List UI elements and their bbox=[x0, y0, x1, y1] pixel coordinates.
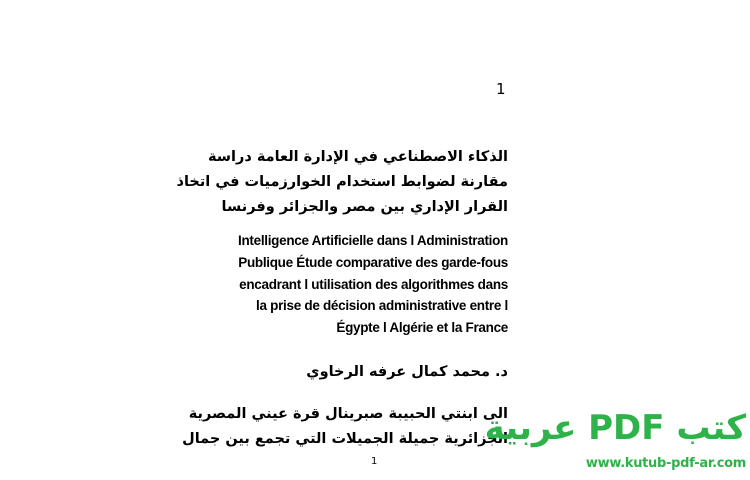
page-number-bottom: 1 bbox=[371, 456, 378, 467]
french-title bbox=[228, 230, 508, 339]
french-title-line: Intelligence Artificielle dans l Administration bbox=[238, 233, 508, 248]
french-title-line: Publique Étude comparative des garde-fous bbox=[238, 254, 508, 270]
arabic-title-line: مقارنة لضوابط استخدام الخوارزميات في اتخاذ bbox=[176, 174, 508, 190]
author-name: د. محمد كمال عرفه الرخاوي bbox=[306, 364, 508, 380]
page-number-top: 1 bbox=[496, 80, 506, 98]
french-title-line: la prise de décision administrative entre l bbox=[256, 298, 508, 314]
dedication bbox=[182, 402, 508, 452]
arabic-title bbox=[176, 145, 508, 220]
dedication-line: الجزائرية جميلة الجميلات التي تجمع بين جمال bbox=[182, 431, 508, 447]
arabic-title-line: القرار الإداري بين مصر والجزائر وفرنسا bbox=[221, 199, 508, 215]
watermark-url: www.kutub-pdf-ar.com bbox=[585, 456, 746, 471]
arabic-title-line: الذكاء الاصطناعي في الإدارة العامة دراسة bbox=[207, 149, 508, 165]
author-block bbox=[248, 360, 508, 385]
french-title-line: Égypte l Algérie et la France bbox=[336, 320, 508, 336]
watermark-logo bbox=[484, 408, 748, 478]
watermark-title: كتب PDF عربية bbox=[484, 408, 746, 448]
dedication-line: الى ابنتي الحبيبة صبرينال قرة عيني المصرية bbox=[188, 406, 508, 422]
french-title-line: encadrant l utilisation des algorithmes dans bbox=[239, 276, 508, 292]
